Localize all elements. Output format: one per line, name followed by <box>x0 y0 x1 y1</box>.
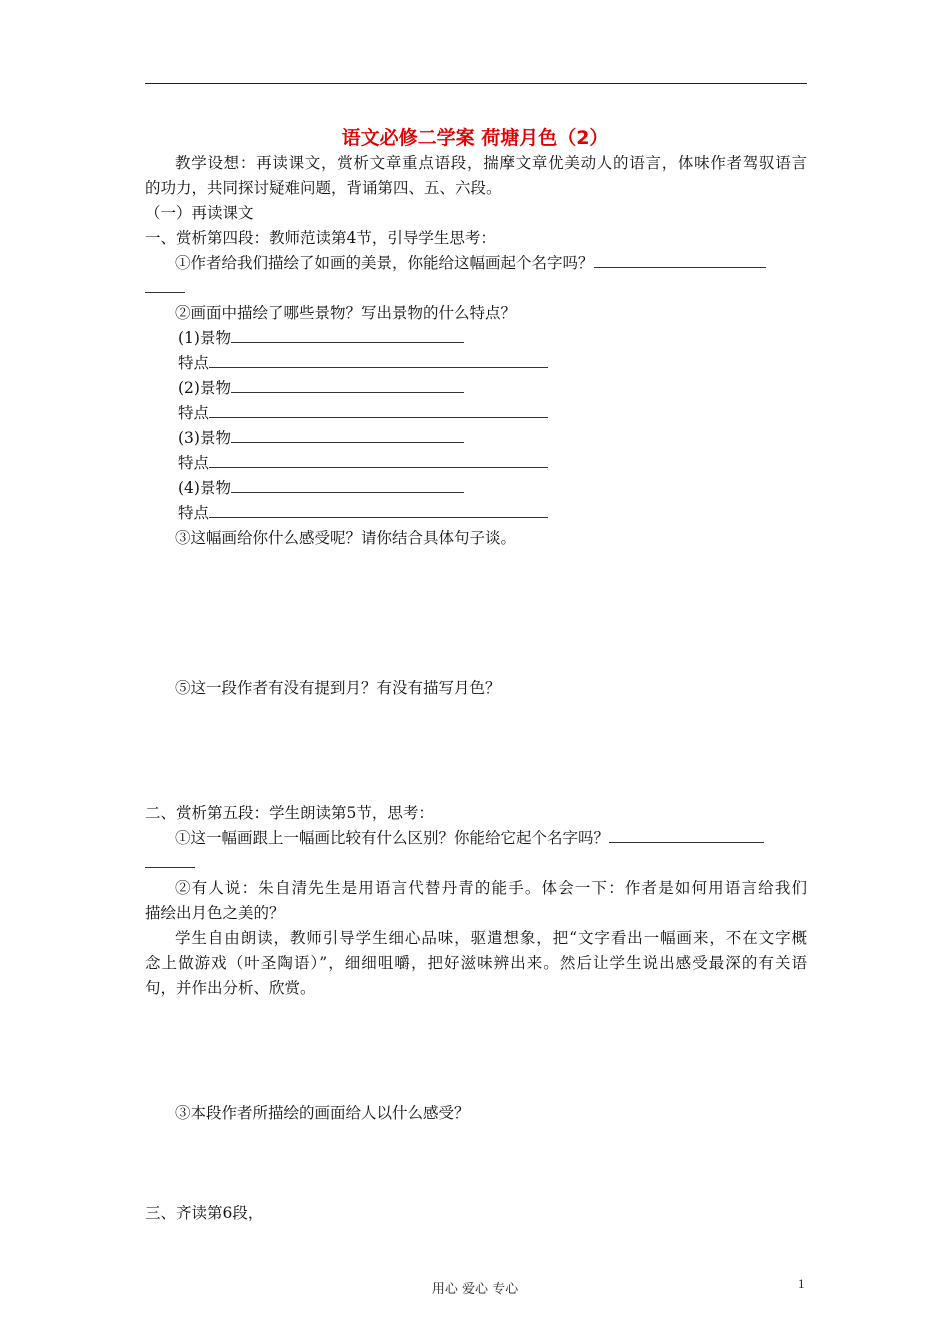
feature-label: 特点 <box>178 454 210 472</box>
part1-question-3: ③这幅画给你什么感受呢？请你结合具体句子谈。 <box>175 529 517 547</box>
part1-question-1-cont <box>145 278 185 298</box>
part2-guide-line-1: 学生自由朗读，教师引导学生细心品味，驱遣想象，把“文字看出一幅画来，不在文字概 <box>175 929 807 947</box>
intro-line-1: 教学设想：再读课文，赏析文章重点语段，揣摩文章优美动人的语言，体味作者驾驭语言 <box>175 154 807 172</box>
scene-row-4 <box>178 478 464 498</box>
part1-heading: 一、赏析第四段：教师范读第4节，引导学生思考： <box>145 229 496 247</box>
scene-label: (2)景物 <box>178 379 231 397</box>
feature-label: 特点 <box>178 504 210 522</box>
feature-label: 特点 <box>178 404 210 422</box>
intro-line-2: 的功力，共同探讨疑难问题，背诵第四、五、六段。 <box>145 179 502 197</box>
feature-row-2 <box>178 403 548 423</box>
part1-question-5: ⑤这一段作者有没有提到月？有没有描写月色？ <box>175 679 501 697</box>
feature-label: 特点 <box>178 354 210 372</box>
part2-guide-line-2: 念上做游戏（叶圣陶语）”，细细咀嚼，把好滋味辨出来。然后让学生说出感受最深的有关语 <box>145 954 807 972</box>
part2-question-2-line-1: ②有人说：朱自清先生是用语言代替丹青的能手。体会一下：作者是如何用语言给我们 <box>175 879 807 897</box>
section-heading-reread: （一）再读课文 <box>145 204 254 222</box>
scene-blank[interactable] <box>231 478 464 493</box>
part2-question-1-text: ①这一幅画跟上一幅画比较有什么区别？你能给它起个名字吗？ <box>175 829 610 847</box>
part3-heading: 三、齐读第6段， <box>145 1204 264 1222</box>
page-number: 1 <box>798 1276 805 1291</box>
feature-blank[interactable] <box>209 503 548 518</box>
scene-row-3 <box>178 428 464 448</box>
answer-blank[interactable] <box>594 253 766 268</box>
part1-question-1-text: ①作者给我们描绘了如画的美景，你能给这幅画起个名字吗？ <box>175 254 594 272</box>
page-title: 语文必修二学案 荷塘月色（2） <box>341 127 609 149</box>
part2-heading: 二、赏析第五段：学生朗读第5节，思考： <box>145 804 434 822</box>
part2-question-1-cont <box>145 853 195 873</box>
answer-blank-cont[interactable] <box>145 278 185 293</box>
scene-blank[interactable] <box>231 428 464 443</box>
feature-blank[interactable] <box>209 453 548 468</box>
scene-blank[interactable] <box>231 328 464 343</box>
answer-blank-cont[interactable] <box>145 853 195 868</box>
part1-question-2: ②画面中描绘了哪些景物？写出景物的什么特点？ <box>175 304 517 322</box>
feature-row-4 <box>178 503 548 523</box>
feature-blank[interactable] <box>209 403 548 418</box>
answer-blank[interactable] <box>609 828 764 843</box>
part2-question-3: ③本段作者所描绘的画面给人以什么感受？ <box>175 1104 470 1122</box>
feature-row-3 <box>178 453 548 473</box>
part2-guide-line-3: 句，并作出分析、欣赏。 <box>145 979 316 997</box>
scene-row-1 <box>178 328 464 348</box>
part2-question-1 <box>175 828 764 848</box>
scene-label: (4)景物 <box>178 479 231 497</box>
scene-blank[interactable] <box>231 378 464 393</box>
scene-label: (1)景物 <box>178 329 231 347</box>
scene-row-2 <box>178 378 464 398</box>
footer-slogan: 用心 爱心 专心 <box>431 1282 519 1297</box>
header-rule <box>145 83 807 84</box>
part1-question-1 <box>175 253 766 273</box>
scene-label: (3)景物 <box>178 429 231 447</box>
part2-question-2-line-2: 描绘出月色之美的？ <box>145 904 285 922</box>
feature-blank[interactable] <box>209 353 548 368</box>
feature-row-1 <box>178 353 548 373</box>
